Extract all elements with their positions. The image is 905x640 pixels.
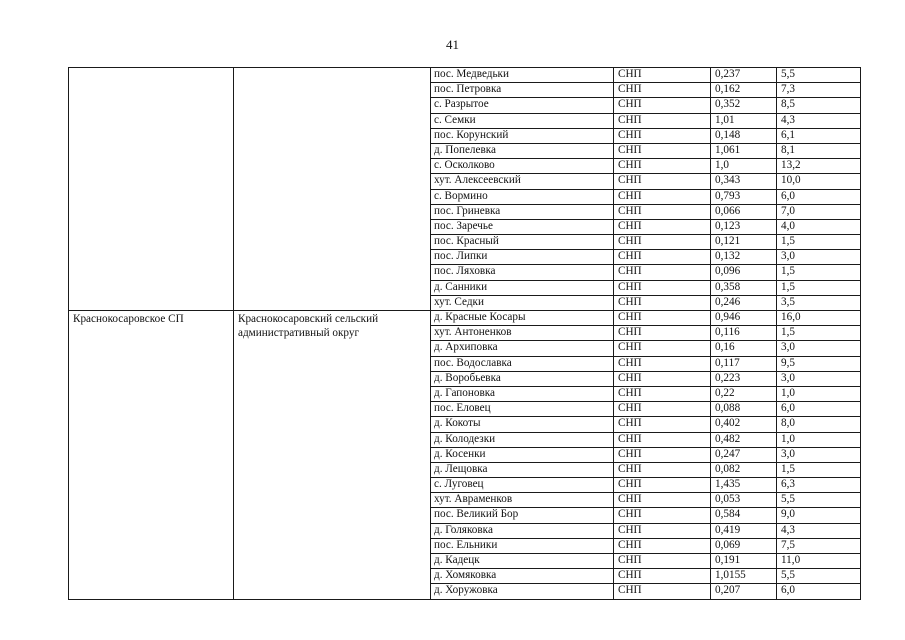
locality-name-cell: пос. Ельники [431,538,614,553]
locality-type-cell: СНП [614,189,711,204]
distance-cell: 8,0 [777,417,861,432]
distance-cell: 11,0 [777,554,861,569]
locality-name-cell: пос. Ляховка [431,265,614,280]
locality-name-cell: с. Разрытое [431,98,614,113]
locality-name-cell: хут. Седки [431,295,614,310]
distance-cell: 1,5 [777,265,861,280]
locality-type-cell: СНП [614,432,711,447]
settlements-table [68,67,861,600]
area-cell: 0,343 [711,174,777,189]
area-cell: 0,123 [711,219,777,234]
table-row [69,311,861,326]
distance-cell: 8,5 [777,98,861,113]
locality-name-cell: д. Воробьевка [431,371,614,386]
distance-cell: 3,0 [777,371,861,386]
locality-type-cell: СНП [614,174,711,189]
locality-name-cell: с. Луговец [431,478,614,493]
area-cell: 0,584 [711,508,777,523]
area-cell: 0,121 [711,235,777,250]
distance-cell: 1,0 [777,386,861,401]
locality-type-cell: СНП [614,113,711,128]
locality-name-cell: д. Лещовка [431,462,614,477]
area-cell: 0,132 [711,250,777,265]
distance-cell: 13,2 [777,159,861,174]
locality-name-cell: д. Гапоновка [431,386,614,401]
distance-cell: 6,0 [777,584,861,599]
area-cell: 0,246 [711,295,777,310]
locality-type-cell: СНП [614,128,711,143]
distance-cell: 9,5 [777,356,861,371]
locality-name-cell: д. Косенки [431,447,614,462]
locality-type-cell: СНП [614,143,711,158]
distance-cell: 1,0 [777,432,861,447]
distance-cell: 8,1 [777,143,861,158]
locality-type-cell: СНП [614,538,711,553]
distance-cell: 3,0 [777,447,861,462]
locality-type-cell: СНП [614,478,711,493]
settlement-name-cell [69,68,234,311]
locality-type-cell: СНП [614,371,711,386]
distance-cell: 3,0 [777,250,861,265]
locality-name-cell: пос. Корунский [431,128,614,143]
area-cell: 0,237 [711,68,777,83]
distance-cell: 1,5 [777,280,861,295]
area-cell: 0,116 [711,326,777,341]
distance-cell: 16,0 [777,311,861,326]
locality-name-cell: пос. Петровка [431,83,614,98]
locality-name-cell: хут. Авраменков [431,493,614,508]
area-cell: 0,053 [711,493,777,508]
area-cell: 1,0155 [711,569,777,584]
distance-cell: 6,0 [777,189,861,204]
area-cell: 0,16 [711,341,777,356]
locality-type-cell: СНП [614,493,711,508]
distance-cell: 5,5 [777,569,861,584]
locality-name-cell: пос. Липки [431,250,614,265]
locality-name-cell: д. Санники [431,280,614,295]
locality-type-cell: СНП [614,569,711,584]
district-name-cell: Краснокосаровский сельский административный округ [234,311,431,600]
area-cell: 0,482 [711,432,777,447]
locality-type-cell: СНП [614,311,711,326]
distance-cell: 6,3 [777,478,861,493]
locality-type-cell: СНП [614,462,711,477]
locality-type-cell: СНП [614,219,711,234]
area-cell: 0,117 [711,356,777,371]
distance-cell: 4,0 [777,219,861,234]
locality-type-cell: СНП [614,159,711,174]
area-cell: 0,088 [711,402,777,417]
area-cell: 0,793 [711,189,777,204]
area-cell: 0,066 [711,204,777,219]
distance-cell: 7,3 [777,83,861,98]
distance-cell: 7,0 [777,204,861,219]
locality-type-cell: СНП [614,83,711,98]
locality-name-cell: пос. Великий Бор [431,508,614,523]
distance-cell: 9,0 [777,508,861,523]
locality-type-cell: СНП [614,280,711,295]
locality-type-cell: СНП [614,204,711,219]
distance-cell: 6,1 [777,128,861,143]
area-cell: 0,946 [711,311,777,326]
area-cell: 0,223 [711,371,777,386]
locality-name-cell: д. Колодезки [431,432,614,447]
locality-name-cell: д. Хомяковка [431,569,614,584]
area-cell: 1,0 [711,159,777,174]
distance-cell: 7,5 [777,538,861,553]
locality-type-cell: СНП [614,356,711,371]
locality-name-cell: д. Архиповка [431,341,614,356]
settlements-table-body [69,68,861,600]
area-cell: 0,22 [711,386,777,401]
locality-type-cell: СНП [614,235,711,250]
distance-cell: 1,5 [777,462,861,477]
area-cell: 0,247 [711,447,777,462]
locality-type-cell: СНП [614,402,711,417]
area-cell: 0,082 [711,462,777,477]
locality-name-cell: пос. Медведьки [431,68,614,83]
area-cell: 0,419 [711,523,777,538]
locality-type-cell: СНП [614,386,711,401]
area-cell: 0,358 [711,280,777,295]
distance-cell: 3,0 [777,341,861,356]
distance-cell: 1,5 [777,235,861,250]
locality-name-cell: д. Кадецк [431,554,614,569]
area-cell: 0,352 [711,98,777,113]
locality-type-cell: СНП [614,554,711,569]
locality-name-cell: д. Красные Косары [431,311,614,326]
distance-cell: 10,0 [777,174,861,189]
locality-name-cell: д. Голяковка [431,523,614,538]
locality-type-cell: СНП [614,250,711,265]
area-cell: 0,148 [711,128,777,143]
locality-name-cell: пос. Водославка [431,356,614,371]
locality-name-cell: д. Попелевка [431,143,614,158]
locality-name-cell: с. Вормино [431,189,614,204]
area-cell: 0,207 [711,584,777,599]
area-cell: 0,096 [711,265,777,280]
distance-cell: 1,5 [777,326,861,341]
distance-cell: 6,0 [777,402,861,417]
locality-type-cell: СНП [614,341,711,356]
locality-type-cell: СНП [614,417,711,432]
distance-cell: 4,3 [777,113,861,128]
settlement-name-cell: Краснокосаровское СП [69,311,234,600]
distance-cell: 3,5 [777,295,861,310]
distance-cell: 5,5 [777,68,861,83]
area-cell: 0,402 [711,417,777,432]
locality-type-cell: СНП [614,508,711,523]
locality-name-cell: пос. Красный [431,235,614,250]
area-cell: 1,01 [711,113,777,128]
locality-type-cell: СНП [614,584,711,599]
locality-name-cell: пос. Еловец [431,402,614,417]
table-row [69,68,861,83]
distance-cell: 4,3 [777,523,861,538]
locality-name-cell: пос. Гриневка [431,204,614,219]
locality-type-cell: СНП [614,295,711,310]
area-cell: 1,061 [711,143,777,158]
locality-name-cell: д. Хоружовка [431,584,614,599]
district-name-cell [234,68,431,311]
locality-type-cell: СНП [614,68,711,83]
locality-name-cell: хут. Антоненков [431,326,614,341]
area-cell: 0,191 [711,554,777,569]
locality-type-cell: СНП [614,98,711,113]
locality-type-cell: СНП [614,265,711,280]
locality-name-cell: д. Кокоты [431,417,614,432]
locality-name-cell: хут. Алексеевский [431,174,614,189]
page-number: 41 [446,37,459,52]
locality-name-cell: с. Семки [431,113,614,128]
locality-name-cell: пос. Заречье [431,219,614,234]
locality-name-cell: с. Осколково [431,159,614,174]
locality-type-cell: СНП [614,326,711,341]
distance-cell: 5,5 [777,493,861,508]
locality-type-cell: СНП [614,447,711,462]
area-cell: 0,069 [711,538,777,553]
area-cell: 0,162 [711,83,777,98]
area-cell: 1,435 [711,478,777,493]
locality-type-cell: СНП [614,523,711,538]
